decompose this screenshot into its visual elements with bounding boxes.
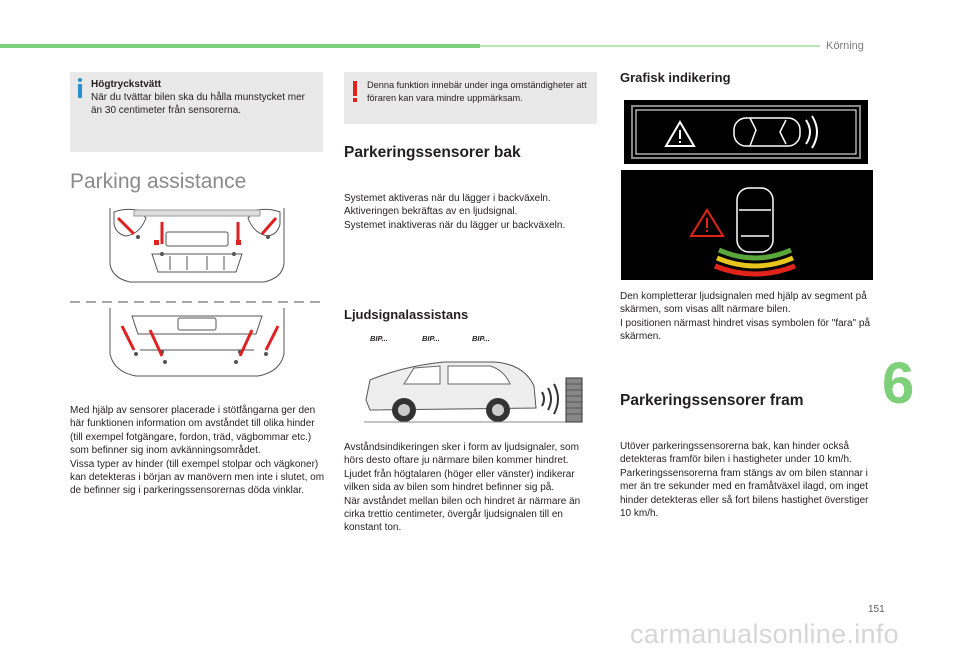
parking-assistance-body: Med hjälp av sensorer placerade i stötfångarna ger den här funktionen information om avståndet till olika hinder (till exempel fotgängare, fordon, träd, vägbommar etc.) som befinner sig inom avkänningsområdet. Vissa typer av hinder (till exempel stolpar och vägkoner) kan detekteras i början av manövern men inte i slutet, om de befinner sig i parkeringssensorernas döda vinklar. xyxy=(70,405,325,497)
header-accent-bar xyxy=(0,44,480,48)
chapter-tab-number: 6 xyxy=(882,351,915,416)
sensor-marker xyxy=(154,240,159,245)
beep-label: BIP... xyxy=(472,334,490,343)
graphic-display-title: Grafisk indikering xyxy=(620,70,731,85)
sensor-dot xyxy=(136,235,140,239)
sensor-dot xyxy=(163,360,167,364)
audio-assist-title: Ljudsignalassistans xyxy=(344,307,469,322)
audio-assist-body: Avståndsindikeringen sker i form av ljudsignaler, som hörs desto oftare ju närmare bilen kommer hindret. Ljudet från högtalaren (höger eller vänster) indikerar vilken sida av bilen som hindret befinner sig på. När avståndet mellan bilen och hindret är närmare än cirka trettio centimeter, övergår ljudsignalen till en konstant ton. xyxy=(344,442,581,534)
rear-sensors-body: Systemet aktiveras när du lägger i backväxeln. Aktiveringen bekräftas av en ljudsignal. Systemet inaktiveras när du lägger ur backväxeln. xyxy=(344,193,566,231)
warning-note-text: Denna funktion innebär under inga omständigheter att föraren kan vara mindre uppmärksam. xyxy=(367,80,587,103)
parking-assistance-title: Parking assistance xyxy=(70,170,247,193)
car-reversing-illustration xyxy=(344,344,598,430)
section-name: Körning xyxy=(826,40,864,52)
exclamation-icon xyxy=(353,81,358,103)
display-screen-small xyxy=(624,100,868,164)
display-screen-large xyxy=(621,170,873,280)
header-accent-line xyxy=(480,45,820,47)
graphic-display-body: Den kompletterar ljudsignalen med hjälp av segment på skärmen, som visas allt närmare bilen. I positionen närmast hindret visas symbolen för "fara" på skärmen. xyxy=(620,291,870,343)
rear-sensors-title: Parkeringssensorer bak xyxy=(344,144,521,161)
wall-icon xyxy=(566,378,582,422)
page-number: 151 xyxy=(868,604,885,615)
sensor-arrow xyxy=(262,218,276,234)
front-bumper-illustration xyxy=(110,208,284,282)
bumper-sensors-figure xyxy=(70,204,324,386)
sensor-dot xyxy=(160,252,164,256)
car-topview-icon xyxy=(734,118,800,146)
info-note-title: Högtryckstvätt xyxy=(91,79,162,90)
sensor-arrow xyxy=(122,326,134,350)
distance-segment xyxy=(719,250,791,258)
info-note xyxy=(70,72,323,152)
sensor-dot xyxy=(266,235,270,239)
warning-note xyxy=(344,72,597,124)
front-sensors-body: Utöver parkeringssensorerna bak, kan hinder också detekteras framför bilen i hastigheter under 10 km/h. Parkeringssensorerna fram stängs av om bilen stannar i mer än tre sekunder med en framåtväxel ilagd, om inget hinder detekteras eller så fort bilens hastighet överstiger 10 km/h. xyxy=(620,441,869,520)
rear-bumper-illustration xyxy=(110,308,284,376)
sensor-dot xyxy=(234,360,238,364)
info-note-text: När du tvättar bilen ska du hålla munstycket mer än 30 centimeter från sensorerna. xyxy=(91,92,305,116)
sensor-dot xyxy=(264,352,268,356)
sensor-dot xyxy=(232,252,236,256)
sensor-arrow xyxy=(118,218,134,234)
beep-label: BIP... xyxy=(370,334,388,343)
car-topview-icon xyxy=(737,188,773,252)
sensor-arrow xyxy=(266,326,278,350)
beep-figure xyxy=(344,334,598,430)
front-sensors-title: Parkeringssensorer fram xyxy=(620,392,804,409)
watermark: carmanualsonline.info xyxy=(630,619,899,649)
info-icon xyxy=(78,78,84,100)
beep-label: BIP... xyxy=(422,334,440,343)
sensor-dot xyxy=(134,352,138,356)
